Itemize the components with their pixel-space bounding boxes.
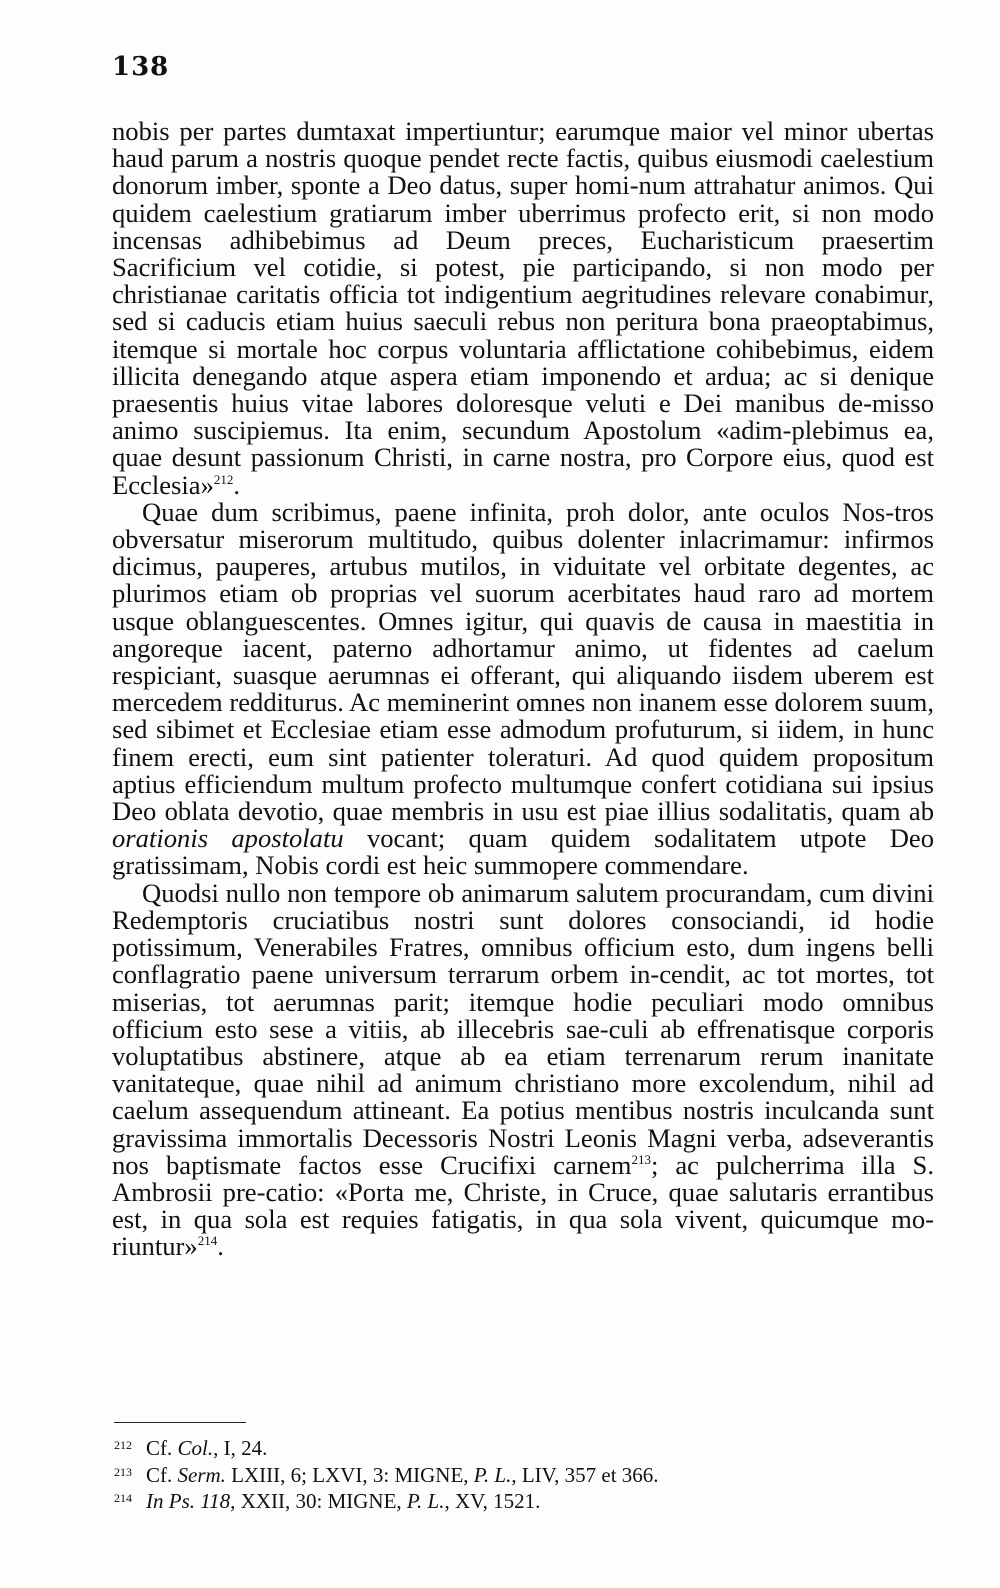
text-run: . bbox=[233, 469, 241, 500]
text-run: Cf. bbox=[146, 1436, 178, 1460]
italic-text: Col. bbox=[177, 1436, 214, 1460]
paragraph bbox=[112, 877, 934, 1262]
italic-text: orationis apostolatu bbox=[112, 823, 344, 854]
text-run: vocant; quam quidem sodalitatem utpote Deo gratissimam, Nobis cordi est heic summopere commendare. bbox=[112, 823, 934, 881]
paragraph bbox=[112, 118, 934, 499]
italic-text: P. L. bbox=[406, 1489, 445, 1513]
text-run: XXII, 30: MIGNE, bbox=[235, 1489, 407, 1513]
body-text bbox=[112, 118, 934, 1261]
text-run: Cf. bbox=[146, 1462, 178, 1487]
paragraph bbox=[112, 496, 934, 881]
italic-text: Serm. bbox=[177, 1462, 226, 1487]
footnotes bbox=[114, 1434, 936, 1514]
footnote-reference: 214 bbox=[197, 1233, 218, 1249]
footnote-number: 212 bbox=[114, 1438, 132, 1452]
text-run: LXIII, 6; LXVI, 3: MIGNE, bbox=[225, 1462, 474, 1487]
text-run: , I, 24. bbox=[213, 1436, 268, 1460]
text-run: nobis per partes dumtaxat impertiuntur; earumque maior vel minor ubertas haud parum a nostris quoque pendet recte factis, quibus eiusmodi caelestium donorum imber, sponte a Deo datus, super homi-num attrahatur animos. Qui quidem caelestium gratiarum imber uberrimus profecto erit, si non modo incensas adhibebimus ad Deum preces, Eucharisticum praesertim Sacrificium vel cotidie, si potest, pie participando, si non modo per christianae caritatis officia tot indigentium aegritudines relevare conabimur, sed si caducis etiam huius saeculi rebus non peritura bona praeoptabimus, itemque si mortale hoc corpus voluntaria afflictatione cohibebimus, eidem illicita denegando atque aspera etiam imponendo et ardua; ac si denique praesentis huius vitae labores doloresque veluti e Dei manibus de-misso animo suscipiemus. Ita enim, secundum Apostolum «adim-plebimus ea, quae desunt passionum Christi, in carne nostra, pro Corpore eius, quod est Ecclesia» bbox=[112, 116, 934, 500]
footnote-reference: 213 bbox=[631, 1151, 651, 1167]
text-run: Quae dum scribimus, paene infinita, proh dolor, ante oculos Nos-tros obversatur miserorum multitudo, quibus dolenter inlacrimamur: infirmos dicimus, pauperes, artubus mutilos, in viduitate vel orbitate degentes, ac plurimos etiam ob proprias vel suorum acerbitates haud raro ad mortem usque oblanguescentes. Omnes igitur, qui quavis de causa in maestitia in angoreque iacent, paterno adhortamur animo, ut fidentes ad caelum respiciant, suasque aerumnas ei offerant, qui aliquando iisdem uberem est mercedem redditurus. Ac meminerint omnes non inanem esse dolorem suum, sed sibimet et Ecclesiae etiam esse admodum profuturum, si iidem, in hunc finem erecti, eum sint patienter toleraturi. Ad quod quidem propositum aptius efficiendum multum profecto multumque confert cotidiana sui ipsius Deo oblata devotio, quae membris in usu est piae illius sodalitatis, quam ab bbox=[112, 496, 934, 827]
text-run: , LIV, 357 et 366. bbox=[511, 1462, 659, 1487]
page-number: 138 bbox=[112, 52, 170, 82]
text-run: , XV, 1521. bbox=[444, 1489, 541, 1513]
text-run: Quodsi nullo non tempore ob animarum salutem procurandam, cum divini Redemptoris cruciatibus nostri sunt dolores consociandi, id hodie potissimum, Venerabiles Fratres, omnibus officium esto, dum ingens belli conflagratio paene universum terrarum orbem in-cendit, ac tot mortes, tot miserias, tot aerumnas parit; itemque hodie peculiari modo omnibus officium esto sese a vitiis, ab illecebris sae-culi ab effrenatisque corporis voluptatibus abstinere, atque ab ea etiam terrenarum rerum inanitate vanitateque, quae nihil ad animum christiano more excolendum, nihil ad caelum assequendum attineant. Ea potius mentibus nostris inculcanda sunt gravissima immortalis Decessoris Nostri Leonis Magni verba, adseverantis nos baptismate factos esse Crucifixi carnem bbox=[112, 877, 934, 1180]
footnote bbox=[114, 1434, 936, 1461]
text-run: ; ac pulcherrima illa S. Ambrosii pre-catio: «Porta me, Christe, in Cruce, quae salutaris errantibus est, in qua sola est requies fatigatis, in qua sola vivent, quicumque mo-riuntur» bbox=[112, 1149, 934, 1262]
footnote bbox=[114, 1461, 936, 1488]
footnote-reference: 212 bbox=[213, 471, 234, 487]
footnote-separator bbox=[114, 1422, 246, 1423]
italic-text: In Ps. 118, bbox=[146, 1489, 236, 1513]
footnote-number: 213 bbox=[114, 1464, 132, 1479]
italic-text: P. L. bbox=[473, 1462, 512, 1487]
footnote-number: 214 bbox=[114, 1491, 132, 1505]
text-run: . bbox=[217, 1231, 224, 1262]
footnote bbox=[114, 1487, 936, 1514]
